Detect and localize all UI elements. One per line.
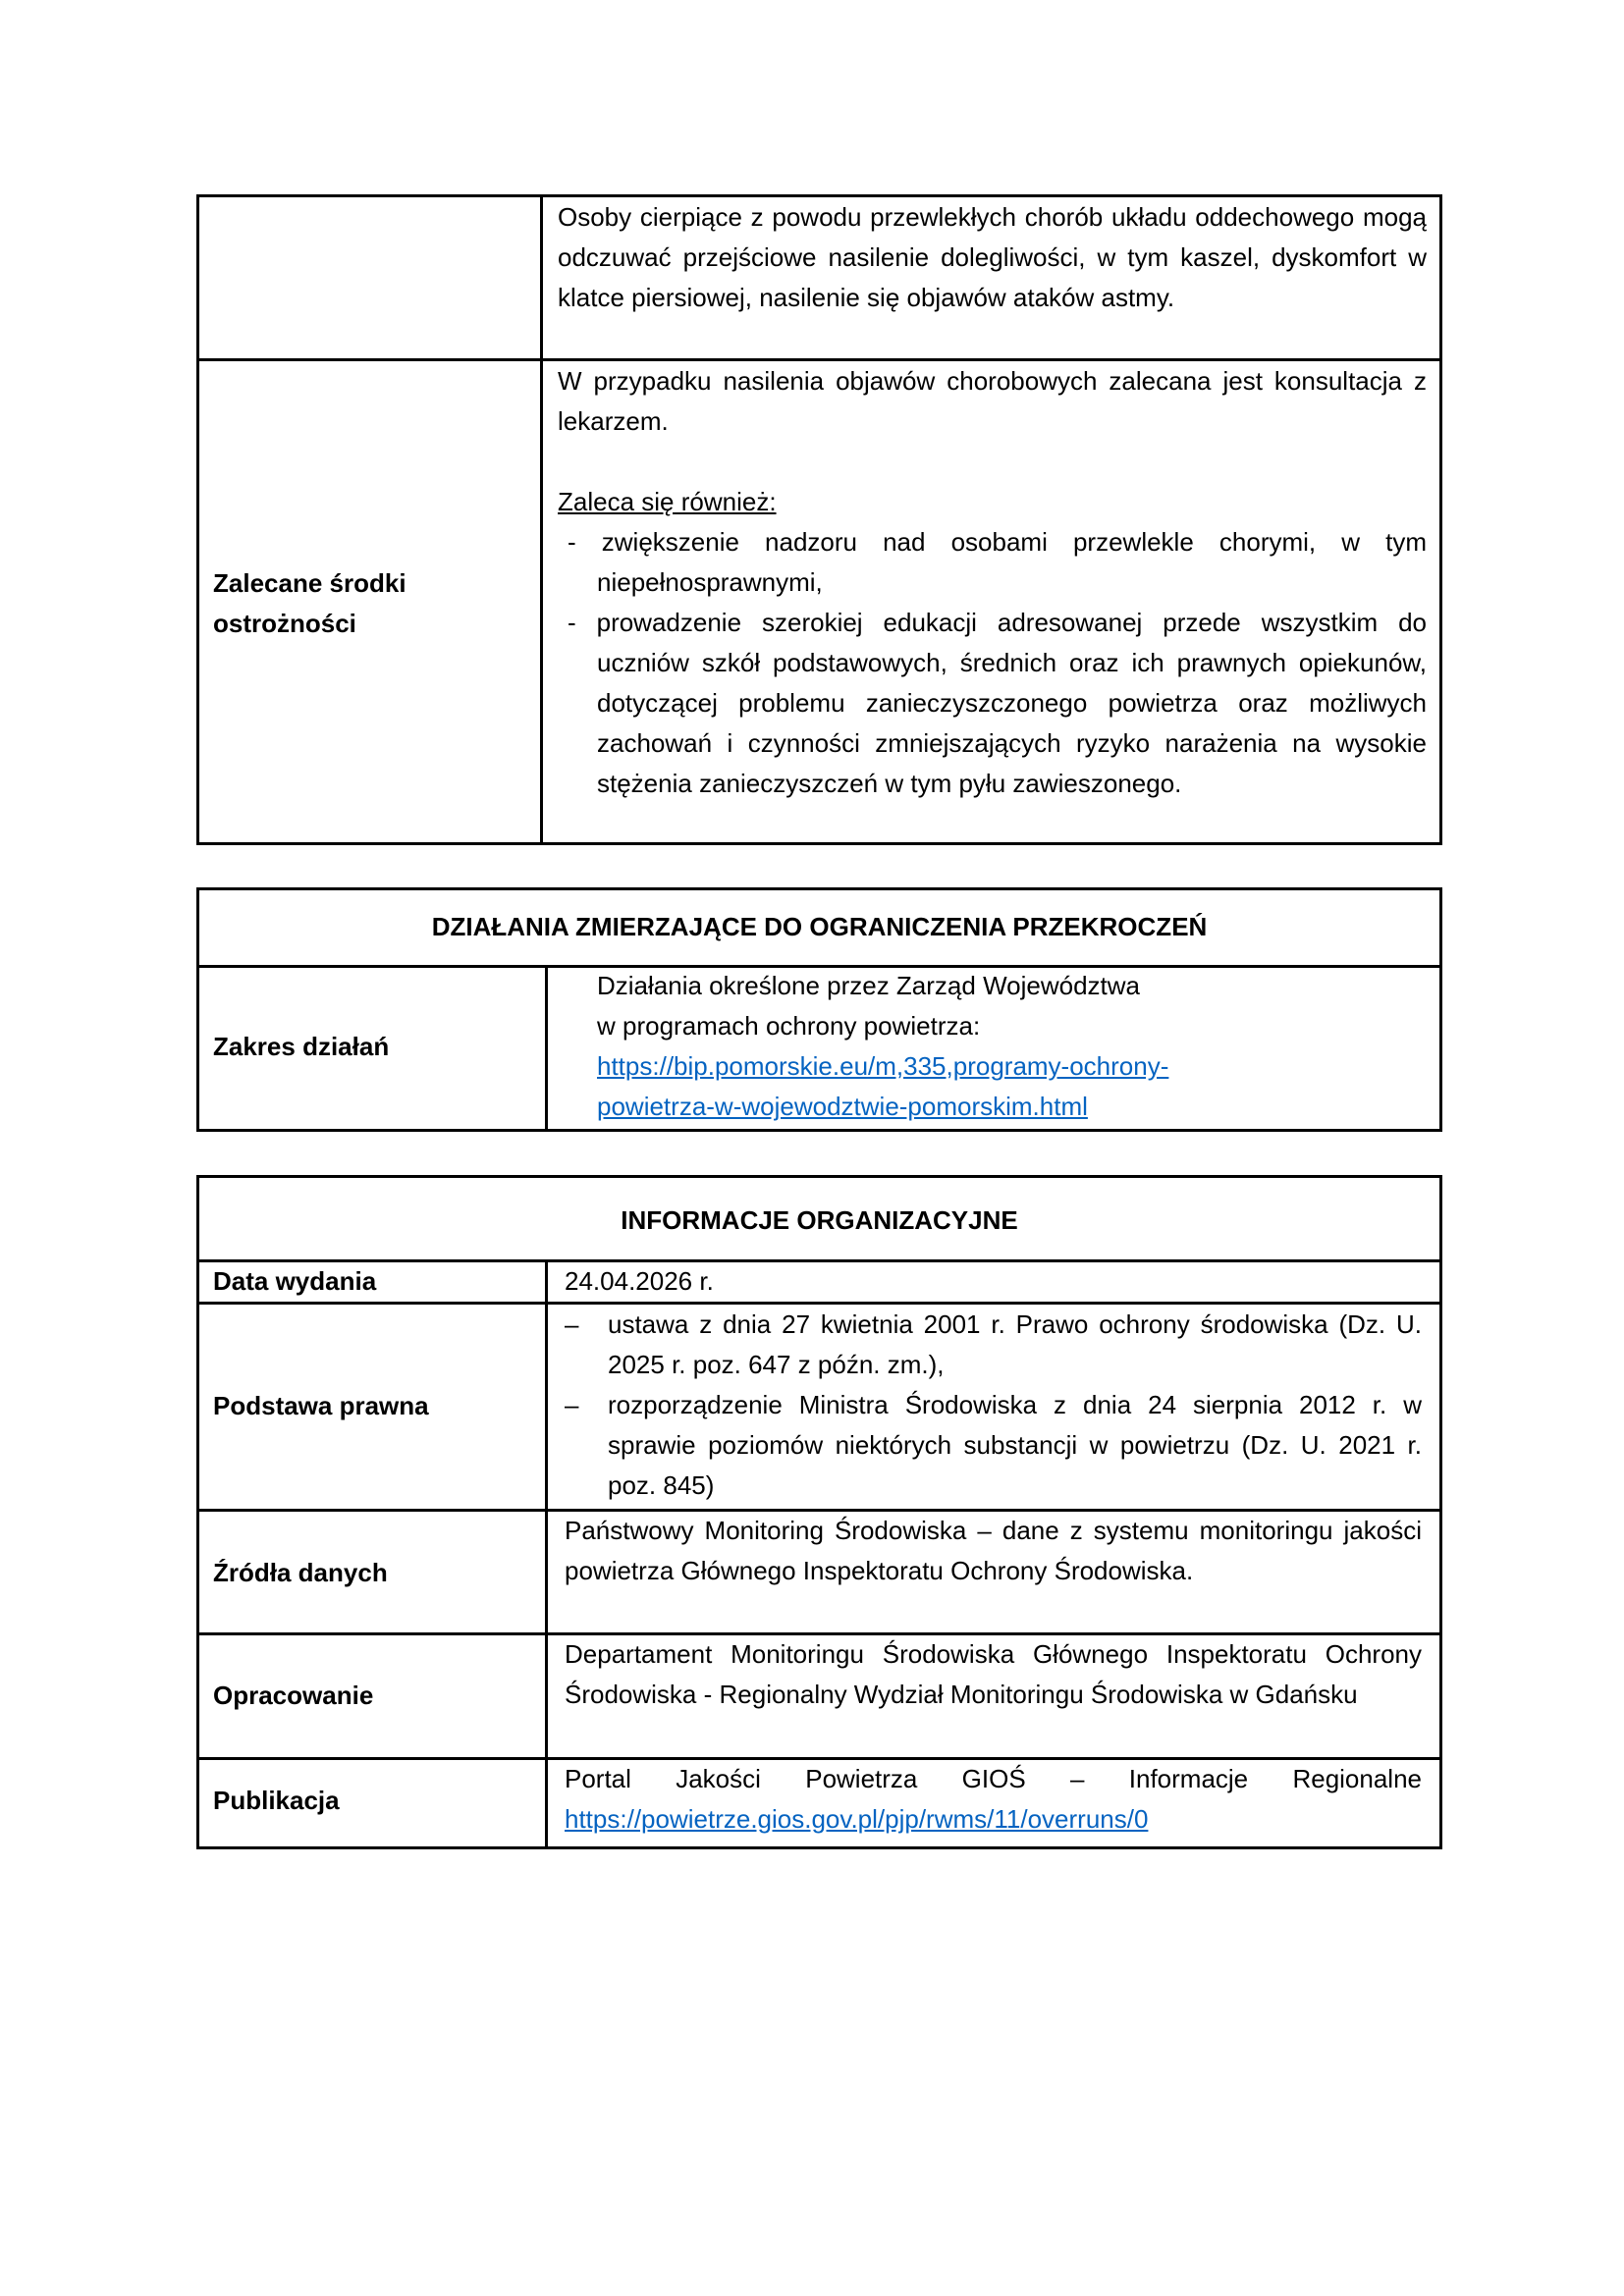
health-effects-text: Osoby cierpiące z powodu przewlekłych chorób układu oddechowego mogą odczuwać przejściowe nasilenie dolegliwości, w tym kaszel, dyskomfort w klatce piersiowej, nasilenie się objawów ataków astmy. [558,202,1427,312]
organizational-info-header: INFORMACJE ORGANIZACYJNE [621,1205,1018,1235]
precautions-bullet: - zwiększenie nadzoru nad osobami przewlekle chorymi, w tym niepełnosprawnymi, [568,527,1427,597]
publication-label: Publikacja [213,1786,340,1815]
column-divider [545,965,548,1129]
precautions-subheading: Zaleca się również: [558,487,777,516]
row-divider [199,1259,1439,1262]
legal-basis-label: Podstawa prawna [213,1391,429,1420]
precautions-intro: W przypadku nasilenia objawów chorobowych zalecana jest konsultacja z lekarzem. [558,366,1427,436]
health-effects-table [196,194,1442,845]
actions-scope-label: Zakres działań [213,1032,390,1061]
spacer [558,442,1427,482]
legal-basis-list [565,1305,1422,1506]
precautions-text [558,361,1427,804]
programs-link-continued[interactable]: powietrza-w-wojewodztwie-pomorskim.html [597,1092,1088,1121]
precautions-bullet: - prowadzenie szerokiej edukacji adresowanej przede wszystkim do uczniów szkół podstawowych, średnich oraz ich prawnych opiekunów, dotyczącej problemu zanieczyszczonego powietrza oraz możliwych zachowań i czynności zmniejszających ryzyko narażenia na wysokie stężenia zanieczyszczeń w tym pyłu zawieszonego. [568,608,1427,798]
issue-date-label: Data wydania [213,1266,377,1296]
programs-link[interactable]: https://bip.pomorskie.eu/m,335,programy-ochrony- [597,1051,1169,1081]
publication-link[interactable]: https://powietrze.gios.gov.pl/pjp/rwms/11/overruns/0 [565,1804,1149,1834]
data-sources-label: Źródła danych [213,1558,388,1587]
actions-table [196,887,1442,1132]
legal-basis-item: – rozporządzenie Ministra Środowiska z dnia 24 sierpnia 2012 r. w sprawie poziomów niektórych substancji w powietrzu (Dz. U. 2021 r. poz. 845) [565,1390,1422,1500]
data-sources-value: Państwowy Monitoring Środowiska – dane z systemu monitoringu jakości powietrza Głównego Inspektoratu Ochrony Środowiska. [565,1516,1422,1585]
actions-scope-text: Działania określone przez Zarząd Województwa w programach ochrony powietrza: https://bip.pomorskie.eu/m,335,programy-ochrony- powietrza-w-wojewodztwie-pomorskim.html [597,971,1169,1121]
column-divider [540,197,543,842]
issue-date-value: 24.04.2026 r. [565,1266,714,1296]
legal-basis-item: – ustawa z dnia 27 kwietnia 2001 r. Prawo ochrony środowiska (Dz. U. 2025 r. poz. 647 z późn. zm.), [565,1309,1422,1379]
actions-header: DZIAŁANIA ZMIERZAJĄCE DO OGRANICZENIA PRZEKROCZEŃ [431,912,1208,941]
organizational-info-table [196,1175,1442,1849]
prepared-by-label: Opracowanie [213,1681,374,1710]
precautions-label: Zalecane środki ostrożności [213,568,406,638]
prepared-by-value: Departament Monitoringu Środowiska Głównego Inspektoratu Ochrony Środowiska - Regionalny Wydział Monitoringu Środowiska w Gdańsku [565,1639,1422,1709]
publication-value: Portal Jakości Powietrza GIOŚ – Informacje Regionalne https://powietrze.gios.gov.pl/pjp/rwms/11/overruns/0 [565,1764,1422,1834]
